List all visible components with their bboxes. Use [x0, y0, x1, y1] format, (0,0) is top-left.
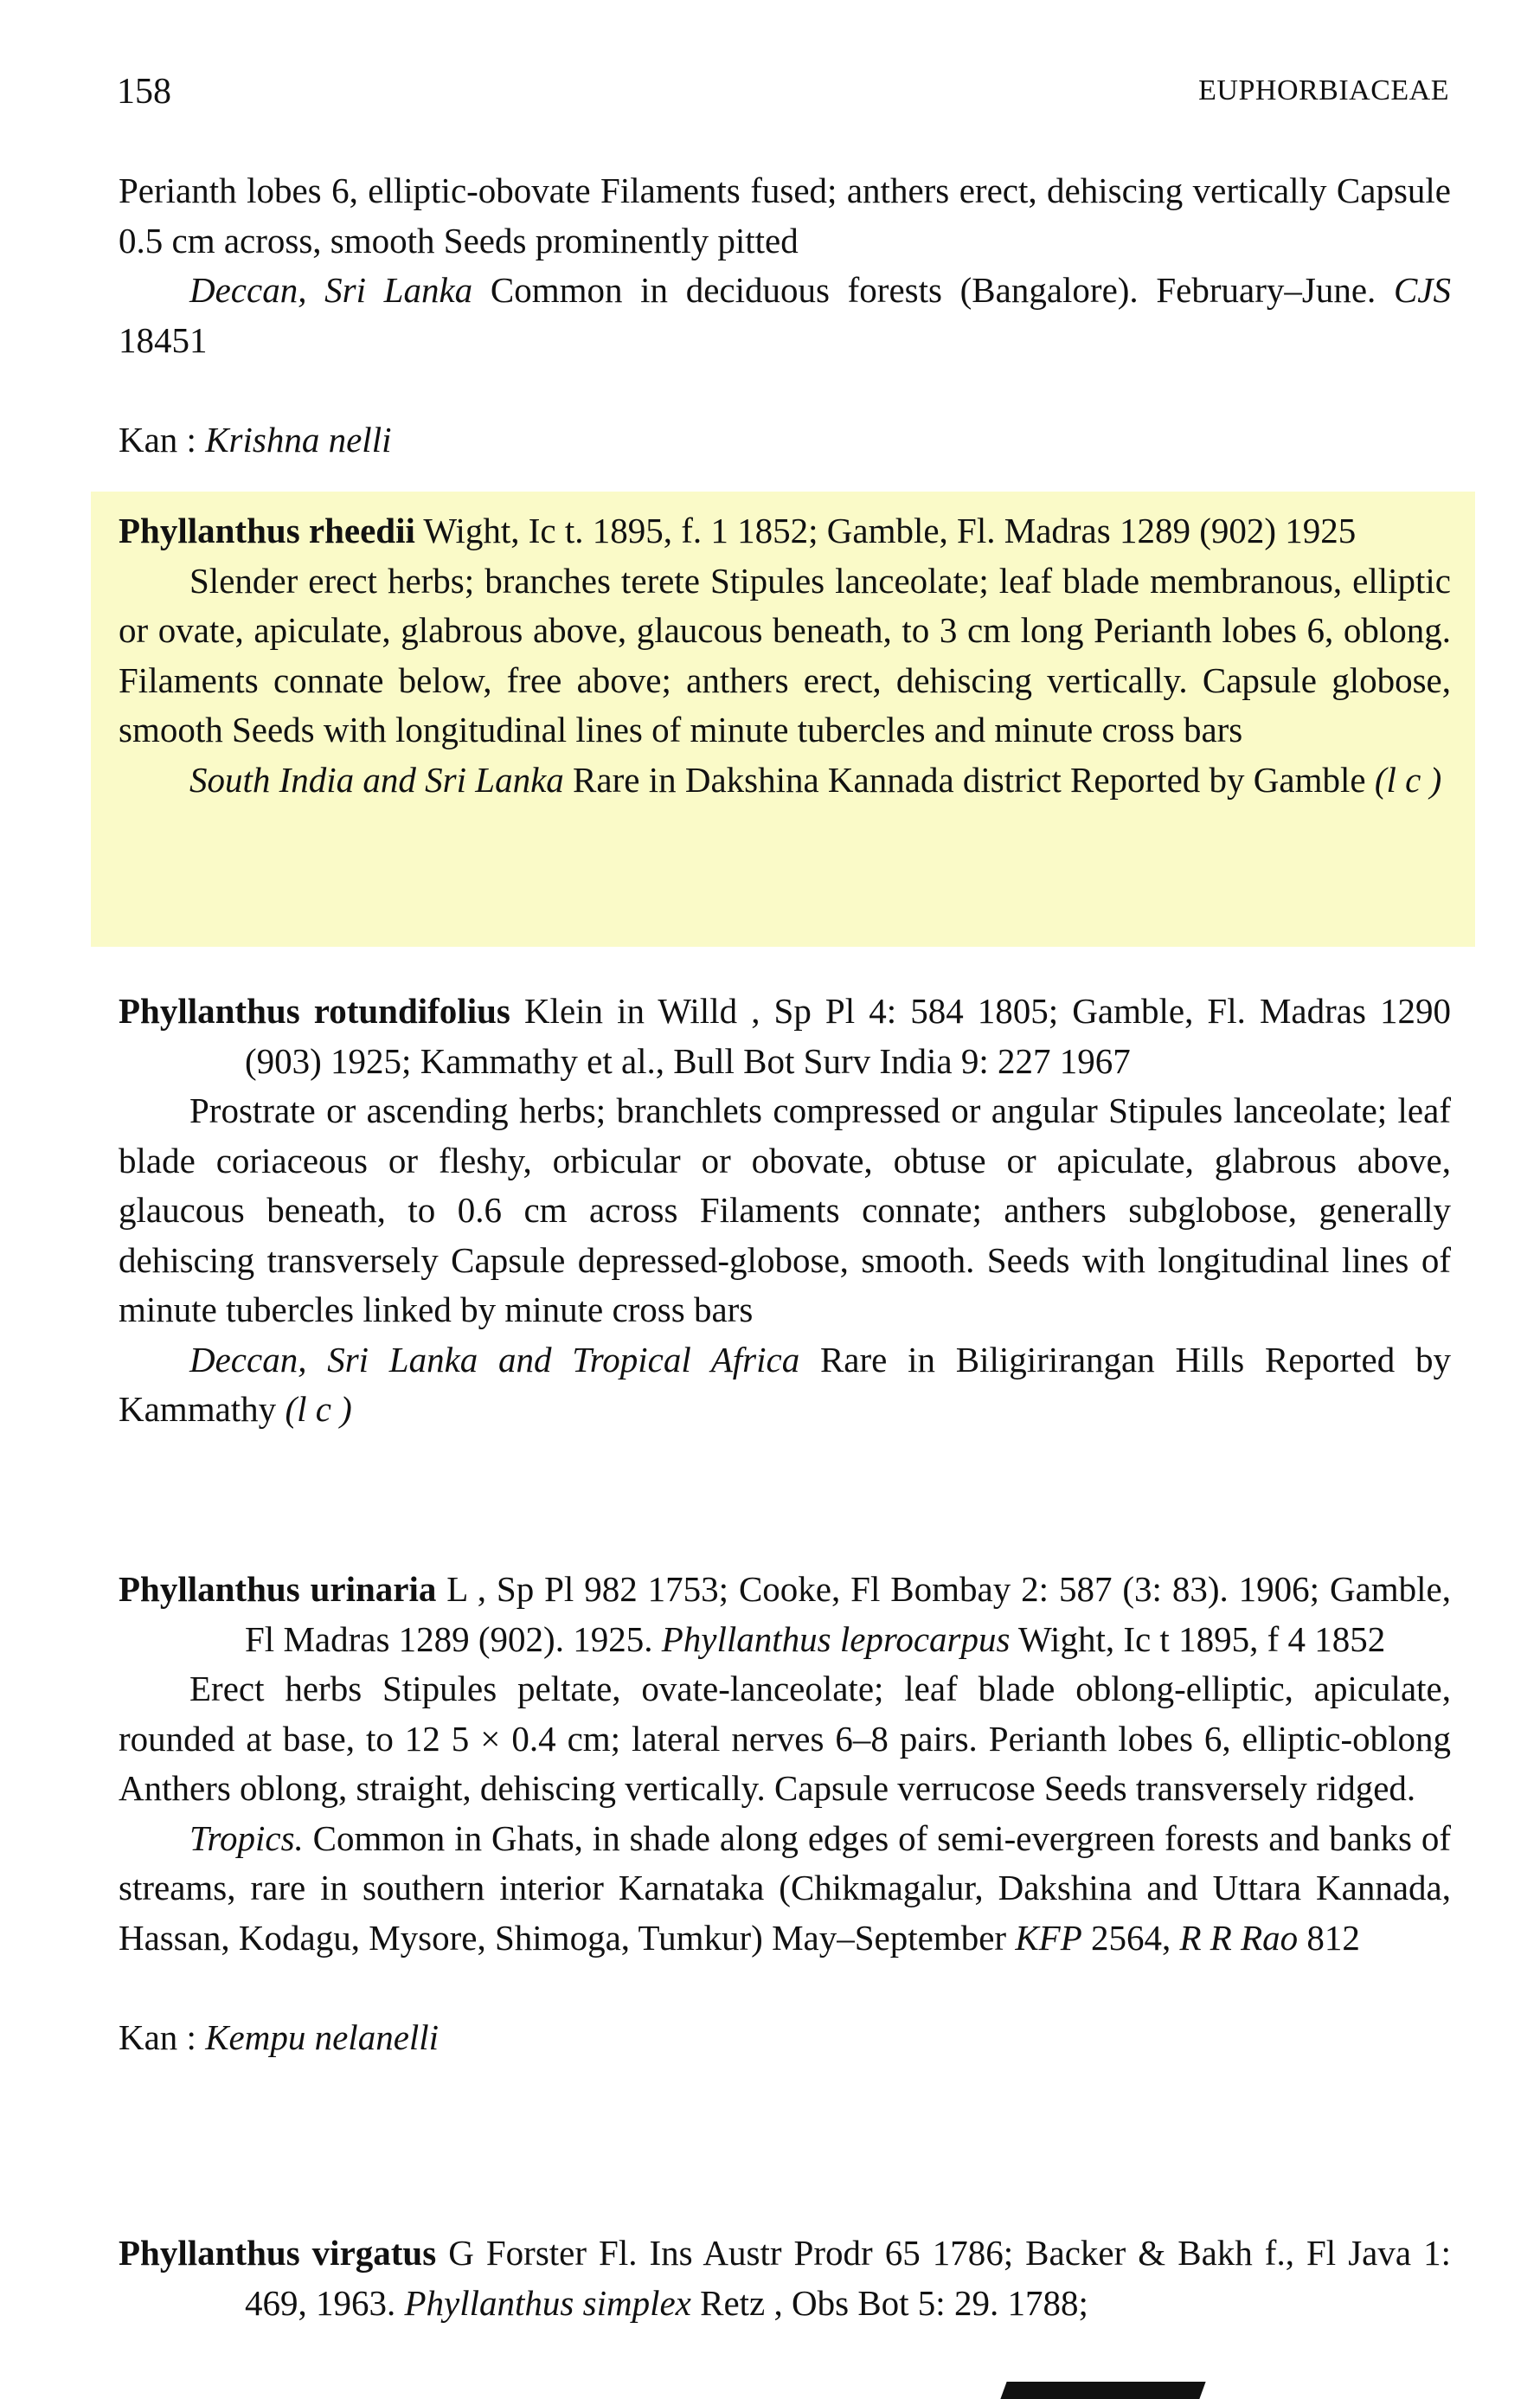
species-heading: Phyllanthus rheedii Wight, Ic t. 1895, f. 1 1852; Gamble, Fl. Madras 1289 (902) 1925	[119, 511, 1357, 550]
species-distribution: Deccan, Sri Lanka and Tropical Africa Rare in Biligirirangan Hills Reported by Kammathy (l c )	[119, 1339, 1451, 1429]
page-header	[117, 71, 1449, 123]
species-kannada-name: Kan : Kempu nelanelli	[119, 2016, 440, 2057]
scan-artifact-bar	[1000, 2382, 1205, 2399]
species-distribution: Tropics. Common in Ghats, in shade along edges of semi-evergreen forests and banks of streams, rare in southern interior Karnataka (Chikmagalur, Dakshina and Uttara Kannada, Hassan, Kodagu, Mysore, Shimoga, Tumkur) May–September KFP 2564, R R Rao 812	[119, 1817, 1451, 1958]
species-distribution: South India and Sri Lanka Rare in Dakshina Kannada district Reported by Gamble (l c )	[189, 759, 1442, 800]
species-heading: Phyllanthus rotundifolius Klein in Willd , Sp Pl 4: 584 1805; Gamble, Fl. Madras 1290 (903) 1925; Kammathy et al., Bull Bot Surv India 9: 227 1967	[119, 991, 1451, 1081]
previous-entry-kannada-name: Kan : Krishna nelli	[119, 419, 392, 460]
species-heading: Phyllanthus urinaria L , Sp Pl 982 1753; Cooke, Fl Bombay 2: 587 (3: 83). 1906; Gamble, Fl Madras 1289 (902). 1925. Phyllanthus leprocarpus Wight, Ic t 1895, f 4 1852	[119, 1569, 1451, 1659]
species-description: Prostrate or ascending herbs; branchlets compressed or angular Stipules lanceolate; leaf blade coriaceous or fleshy, orbicular or obovate, obtuse or apiculate, glabrous above, glaucous beneath, to 0.6 cm across Filaments connate; anthers subglobose, generally dehiscing transversely Capsule depressed-globose, smooth. Seeds with longitudinal lines of minute tubercles linked by minute cross bars	[119, 1090, 1451, 1329]
running-head: EUPHORBIACEAE	[1198, 74, 1449, 106]
previous-entry	[119, 166, 1451, 465]
species-description: Erect herbs Stipules peltate, ovate-lanceolate; leaf blade oblong-elliptic, apiculate, rounded at base, to 12 5 × 0.4 cm; lateral nerves 6–8 pairs. Perianth lobes 6, elliptic-oblong Anthers oblong, straight, dehiscing vertically. Capsule verrucose Seeds transversely ridged.	[119, 1669, 1451, 1808]
species-heading: Phyllanthus virgatus G Forster Fl. Ins Austr Prodr 65 1786; Backer & Bakh f., Fl Java 1: 469, 1963. Phyllanthus simplex Retz , Obs Bot 5: 29. 1788;	[119, 2233, 1451, 2323]
entry-phyllanthus-urinaria	[119, 1565, 1451, 2062]
entry-phyllanthus-rotundifolius	[119, 987, 1451, 1435]
page-number: 158	[117, 72, 171, 112]
previous-entry-description: Perianth lobes 6, elliptic-obovate Filaments fused; anthers erect, dehiscing vertically Capsule 0.5 cm across, smooth Seeds prominently pitted	[119, 170, 1451, 260]
species-description: Slender erect herbs; branches terete Stipules lanceolate; leaf blade membranous, elliptic or ovate, apiculate, glabrous above, glaucous beneath, to 3 cm long Perianth lobes 6, oblong. Filaments connate below, free above; anthers erect, dehiscing vertically. Capsule globose, smooth Seeds with longitudinal lines of minute tubercles and minute cross bars	[119, 560, 1451, 749]
entry-phyllanthus-virgatus	[119, 2229, 1451, 2328]
previous-entry-distribution: Deccan, Sri Lanka Common in deciduous forests (Bangalore). February–June. CJS 18451	[119, 270, 1451, 360]
entry-phyllanthus-rheedii	[119, 506, 1451, 805]
